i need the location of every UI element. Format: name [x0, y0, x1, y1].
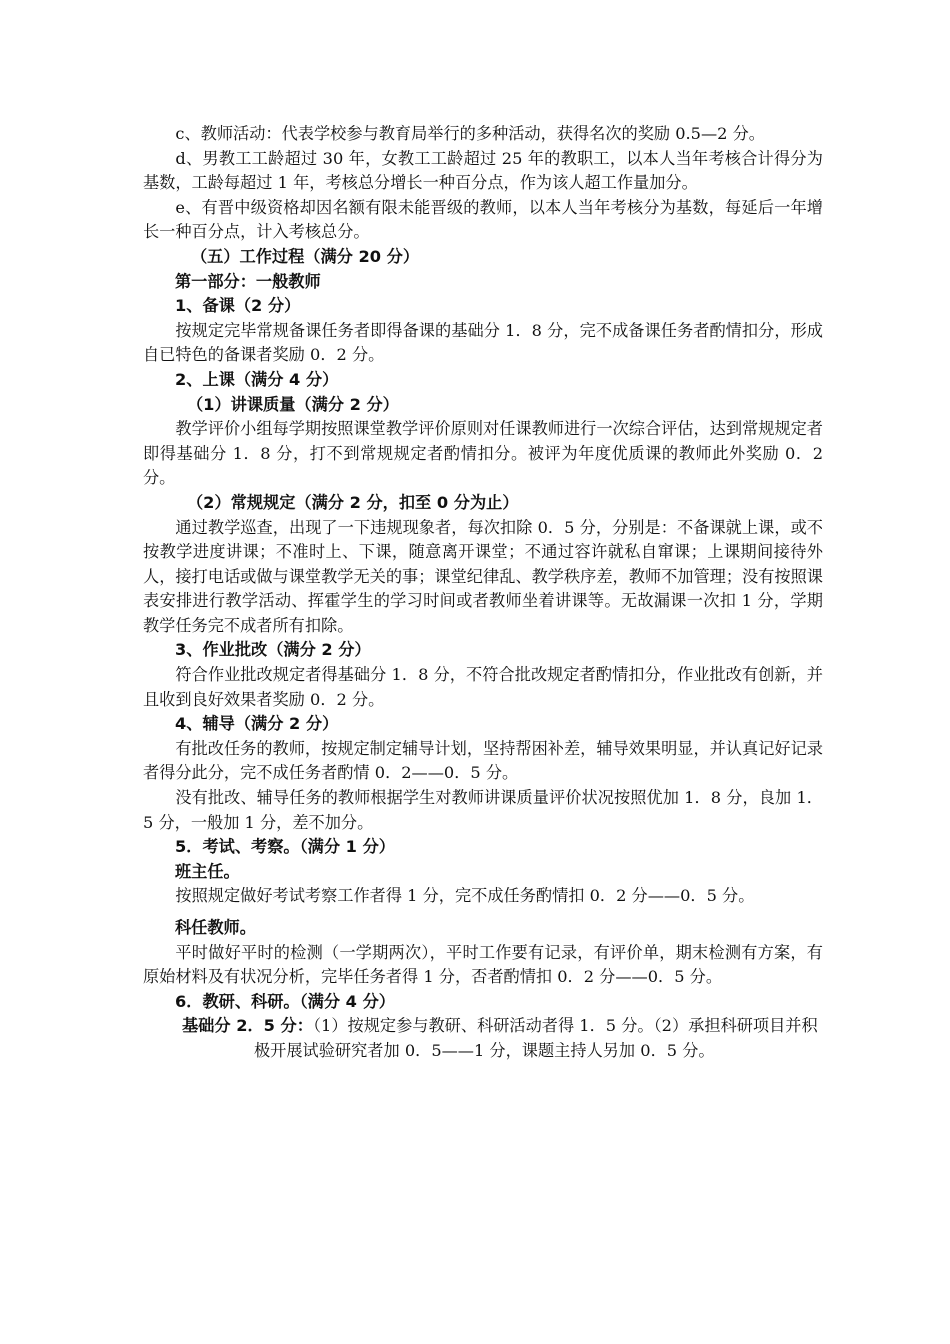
heading-lesson-prep: 1、备课（2 分）	[175, 296, 301, 316]
part-heading-general-teachers: 第一部分：一般教师	[175, 271, 321, 291]
paragraph-e: e、有晋中级资格却因名额有限未能晋级的教师，以本人当年考核分为基数，每延后一年增长一种百分点，计入考核总分。	[143, 197, 823, 242]
paragraph-research	[143, 1014, 823, 1063]
paragraph-homework-grading: 符合作业批改规定者得基础分 1．8 分，不符合批改规定者酌情扣分，作业批改有创新，并且收到良好效果者奖励 0．2 分。	[143, 665, 823, 709]
paragraph-lesson-prep: 按规定完毕常规备课任务者即得备课的基础分 1．8 分，完不成备课任务者酌情扣分，形成自已特色的备课者奖励 0．2 分。	[143, 320, 823, 365]
paragraph-c: c、教师活动：代表学校参与教育局举行的多种活动，获得名次的奖励 0.5—2 分。	[175, 124, 765, 143]
heading-teaching: 2、上课（满分 4 分）	[175, 369, 339, 389]
paragraph-tutoring-b: 没有批改、辅导任务的教师根据学生对教师讲课质量评价状况按照优加 1．8 分，良加 1．5 分，一般加 1 分，差不加分。	[143, 788, 823, 832]
heading-routine-rules: （2）常规规定（满分 2 分，扣至 0 分为止）	[187, 492, 519, 512]
heading-research: 6．教研、科研。（满分 4 分）	[175, 991, 395, 1011]
paragraph-routine-rules: 通过教学巡查，出现了一下违规现象者，每次扣除 0．5 分，分别是：不备课就上课，或不按教学进度讲课；不准时上、下课，随意离开课堂；不通过容许就私自窜课；上课期间接待外人，接打电话或做与课堂教学无关的事；课堂纪律乱、教学秩序差，教师不加管理；没有按照课表安排进行教学活动、挥霍学生的学习时间或者教师坐着讲课等。无故漏课一次扣 1 分，学期教学任务完不成者所有扣除。	[143, 517, 823, 635]
heading-exams: 5．考试、考察。（满分 1 分）	[175, 837, 395, 857]
paragraph-tutoring-a: 有批改任务的教师，按规定制定辅导计划，坚持帮困补差，辅导效果明显，并认真记好记录者得分此分，完不成任务者酌情 0．2——0．5 分。	[143, 738, 823, 783]
research-base-score-text: （1）按规定参与教研、科研活动者得 1．5 分。（2）承担科研项目并积极开展试验研究者加 0．5——1 分，课题主持人另加 0．5 分。	[254, 1016, 818, 1060]
heading-homework-grading: 3、作业批改（满分 2 分）	[175, 640, 371, 660]
heading-subject-teacher: 科任教师。	[175, 918, 256, 937]
paragraph-class-teacher: 按照规定做好考试考察工作者得 1 分，完不成任务酌情扣 0．2 分——0．5 分。	[175, 886, 755, 906]
heading-teaching-quality: （1）讲课质量（满分 2 分）	[187, 394, 399, 414]
paragraph-d: d、男教工工龄超过 30 年，女教工工龄超过 25 年的教职工，以本人当年考核合计得分为基数，工龄每超过 1 年，考核总分增长一种百分点，作为该人超工作量加分。	[143, 148, 823, 193]
document-body	[143, 122, 823, 1064]
paragraph-teaching-quality: 教学评价小组每学期按照课堂教学评价原则对任课教师进行一次综合评估，达到常规规定者即得基础分 1．8 分，打不到常规规定者酌情扣分。被评为年度优质课的教师此外奖励 0．2 分。	[143, 419, 823, 488]
research-base-score-label: 基础分 2．5 分：	[182, 1016, 313, 1036]
heading-tutoring: 4、辅导（满分 2 分）	[175, 714, 339, 734]
paragraph-subject-teacher: 平时做好平时的检测（一学期两次），平时工作要有记录，有评价单，期末检测有方案，有原始材料及有状况分析，完毕任务者得 1 分，否者酌情扣 0．2 分——0．5 分。	[143, 942, 823, 987]
heading-class-teacher: 班主任。	[175, 861, 240, 881]
section-heading-work-process: （五）工作过程（满分 20 分）	[191, 246, 420, 266]
